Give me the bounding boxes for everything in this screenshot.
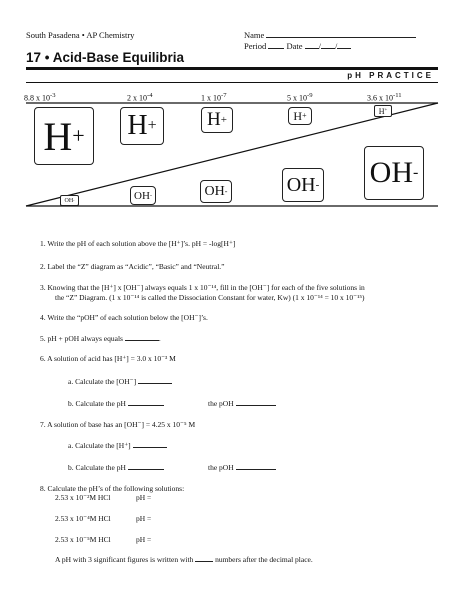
q8-item-1-ph: pH = [136,493,152,502]
answer-blank-q6a[interactable] [138,383,172,384]
q8-item-1: 2.53 x 10⁻²M HCl [55,493,111,502]
answer-blank-q8-note[interactable] [195,561,213,562]
question-4: 4. Write the “pOH” of each solution below the [OH⁻]’s. [40,313,208,322]
concentration-label-2: 2 x $10^{-4}$ [127,92,153,103]
q8-item-3: 2.53 x 10⁻⁵M HCl [55,535,111,544]
q8-item-3-ph: pH = [136,535,152,544]
concentration-label-5: 3.6 x $10^{-11}$ [367,92,402,103]
concentration-label-1: 8.8 x $10^{-3}$ [24,92,56,103]
q8-item-2: 2.53 x 10⁻⁴M HCl [55,514,111,523]
question-7b: b. Calculate the pH [68,463,164,473]
page-subtitle: pH PRACTICE [347,71,434,80]
period-date-field[interactable]: Period Date / / [244,41,351,51]
question-6a: a. Calculate the [OH⁻] [68,377,172,387]
name-label: Name [244,30,265,40]
concentration-label-4: 5 x $10^{-9}$ [287,92,313,103]
q8-note: A pH with 3 significant figures is written with numbers after the decimal place. [55,555,313,564]
question-2: 2. Label the “Z” diagram as “Acidic”, “Basic” and “Neutral.” [40,262,225,271]
question-6b-poh: the pOH [208,399,276,409]
h-ion-box-2: H + [120,107,164,145]
oh-ion-box-3: OH - [200,180,232,203]
answer-blank-q7b-ph[interactable] [128,469,164,470]
school-course: South Pasadena • AP Chemistry [26,30,135,40]
question-8: 8. Calculate the pH’s of the following solutions: [40,484,185,493]
question-7b-poh: the pOH [208,463,276,473]
question-3-line-2: the “Z” Diagram. (1 x 10⁻¹⁴ is called the Dissociation Constant for water, Kw) (1 x 10⁻¹⁴ = 10 x 10⁻¹⁵) [55,293,365,302]
oh-ion-box-2: OH - [130,186,156,205]
h-ion-box-4: H + [288,107,312,125]
answer-blank-q5[interactable] [125,340,159,341]
answer-blank-q6b-poh[interactable] [236,405,276,406]
page-title: 17 • Acid-Base Equilibria [26,50,185,65]
oh-ion-box-1: OH - [60,195,79,206]
h-ion-box-3: H + [201,107,233,133]
answer-blank-q7a[interactable] [133,447,167,448]
answer-blank-q6b-ph[interactable] [128,405,164,406]
date-label: Date [286,41,303,51]
question-7: 7. A solution of base has an [OH⁻] = 4.25 x 10⁻⁵ M [40,420,196,429]
question-6b: b. Calculate the pH [68,399,164,409]
concentration-label-3: 1 x $10^{-7}$ [201,92,227,103]
oh-ion-box-5: OH - [364,146,424,200]
q8-item-2-ph: pH = [136,514,152,523]
h-ion-box-5: H + [374,105,392,117]
h-ion-box-1: H + [34,107,94,165]
question-7a: a. Calculate the [H⁺] [68,441,167,451]
question-5: 5. pH + pOH always equals . [40,334,161,343]
question-6: 6. A solution of acid has [H⁺] = 3.0 x 10⁻³ M [40,354,176,363]
period-label: Period [244,41,267,51]
question-3-line-1: 3. Knowing that the [H⁺] x [OH⁻] always equals 1 x 10⁻¹⁴, fill in the [OH⁻] for each of the five solutions in [40,283,365,292]
answer-blank-q7b-poh[interactable] [236,469,276,470]
oh-ion-box-4: OH - [282,168,324,202]
question-1: 1. Write the pH of each solution above the [H⁺]’s. pH = -log[H⁺] [40,239,236,248]
